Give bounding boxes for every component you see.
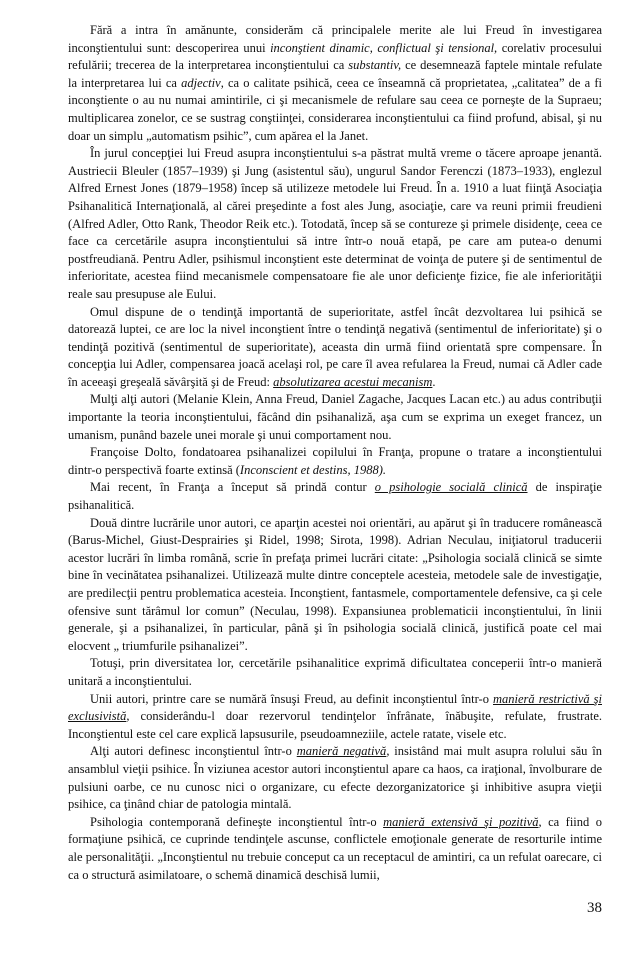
text-run: Omul dispune de o tendinţă importantă de superioritate, astfel încât dezvoltarea lui psihică se datorează luptei, ce are loc la nivel inconştient între o tendinţă negativă (sentimentul de inferioritate) şi o tendinţă pozitivă (sentimentul de superioritate), aceasta din urmă fiind orientată spre compensare. În concepţia lui Adler, compensarea joacă acelaşi rol, pe care îl avea refularea la Freud, numai că Adler cade în aceeaşi greşeală săvârşită şi de Freud: [68,304,602,389]
text-run: , ca o calitate psihică, ceea ce înseamnă că proprietatea, „calitatea” de a fi inconştiente o au nu numai amintirile, ci şi mecanismele de refulare sau ceea ce porneşte de la Supraeu; multiplicarea zonelor, ce se sustrag conştiinţei, considerarea inconştientului ca fiind profund, abisal, şi nu doar un simplu „automatism psihic”, cum apărea el la Janet. [68,75,602,143]
emphasis-text: manieră restrictivă şi exclusivistă [68,691,602,724]
text-run: Psihologia contemporană defineşte inconştientul într-o [90,814,384,829]
paragraph-5 [68,444,602,479]
paragraph-9 [68,691,602,744]
text-run: . [432,374,436,389]
text-run: de inspiraţie psihanalitică. [68,480,602,513]
emphasis-text: manieră extensivă şi pozitivă [383,814,539,829]
text-run: corelativ procesului refulării; trecerea de la interpretarea inconştientului ca [68,40,603,73]
text-run: , insistând mai mult asupra rolului său în ansamblul vieţii psihice. În viziunea acestor autori inconştientul apare ca haos, ca iraţional, învolburare de pulsiuni oarbe, ce nu cunosc nici o organizare, cu efecte dezorganizatorice şi inhibitive asupra vieţii psihice, ca ţinând chiar de patologia mintală. [68,744,603,812]
text-run: Totuşi, prin diversitatea lor, cercetările psihanalitice exprimă dificultatea conceperii într-o manieră unitară a inconştientului. [68,656,602,688]
text-run: În jurul concepţiei lui Freud asupra inconştientului s-a păstrat multă vreme o tăcere aproape jenantă. Austriecii Bleuler (1857–1939) şi Jung (asistentul său), ungurul Sandor Ferenczi (1873–1933), englezul Alfred Ernest Jones (1879–1958) încep să utilizeze metodele lui Freud. În a. 1910 a luat fiinţă Asociaţia Psihanalitică Internaţională, al cărei preşedinte a fost ales Jung, asociaţie, care va reuni primii freudieni (Alfred Adler, Otto Rank, Theodor Reik etc.). Totodată, încep să se contureze şi primele disidenţe, ceea ce face ca cercetările asupra inconştientului să intre într-o nouă etapă, pe care am putea-o denumi postfreudiană. Pentru Adler, psihismul inconştient este determinat de voinţa de putere şi de sentimentul de inferioritate, acestea fiind mecanismele compensatoare fie ale unor deficienţe fizice, fie ale inferiorităţii reale sau presupuse ale Eului. [68,146,602,301]
text-run: Unii autori, printre care se numără însuşi Freud, au definit inconştientul într-o [90,691,493,706]
text-run: Fără a intra în amănunte, considerăm că principalele merite ale lui Freud în investigarea inconştientului sunt: descoperirea unui [68,23,602,55]
paragraph-10 [68,743,602,813]
emphasis-text: substantiv, [348,58,402,73]
text-run: Două dintre lucrările unor autori, ce aparţin acestei noi orientări, au apărut şi în traducere românească (Barus-Michel, Giust-Desprairies şi Ridel, 1998; Sirota, 1998). Adrian Neculau, iniţiatorul traducerii acestor lucrări în limba română, scrie în prefaţa primei lucrări citate: „Psihologia socială clinică se simte bine în vecinătatea psihanalizei. Utilizează multe dintre conceptele acesteia, metodele sale de investigaţie, are predilecţii pentru problematica acesteia. Inconştient, fantasmele, comportamentele defensive, ca şi cele ofensive sunt tărâmul lor comun” (Neculau, 1998). Expansiunea problematicii inconştientului, în linii generale, şi a psihanalizei, în particular, până şi în psihologia socială clinică, justifică poate cel mai elocvent „ triumfurile psihanalizei”. [68,515,602,653]
paragraph-2 [68,145,602,303]
paragraph-4 [68,391,602,444]
text-run: Alţi autori definesc inconştientul într-o [90,744,297,759]
emphasis-text: absolutizarea acestui mecanism [273,374,433,389]
paragraph-1 [68,22,602,145]
text-run: Mulţi alţi autori (Melanie Klein, Anna Freud, Daniel Zagache, Jacques Lacan etc.) au adus contribuţii importante la teoria inconştientului, făcând din psihanaliză, aşa cum se exprima un exeget francez, un umanism, punând bazele unei morale şi unui comportament nou. [68,392,602,442]
paragraph-3 [68,304,602,392]
page-number: 38 [587,900,602,916]
text-run: , ca fiind o formaţiune psihică, ce cuprinde tendinţele ascunse, conflictele emoţionale generate de resorturile intime ale personalităţii. „Inconştientul nu trebuie conceput ca un receptacul de amintiri, ca un refulat oarecare, ci ca o structură asimilatoare, o schemă dinamică deschisă lumii, [68,814,602,882]
emphasis-text: manieră negativă [296,744,387,759]
paragraph-6 [68,479,602,514]
text-run: Mai recent, în Franţa a început să prindă contur [90,480,375,495]
emphasis-text: inconştient dinamic, conflictual şi tensional, [270,40,498,55]
text-run: , considerându-l doar rezervorul tendinţelor înfrânate, înăbuşite, refulate, frustrate. Inconştientul este cel care explică lapsusurile, pseudoamneziile, actele ratate, visele etc. [68,709,602,741]
paragraph-11 [68,814,602,884]
paragraph-7 [68,515,602,656]
page-body [68,22,602,884]
text-run: ce desemnează faptele mintale refulate la interpretarea lui ca [68,58,602,90]
paragraph-8 [68,655,602,690]
emphasis-text: o psihologie socială clinică [374,480,528,495]
emphasis-text: adjectiv [181,75,221,90]
text-run: Françoise Dolto, fondatoarea psihanalizei copilului în Franţa, propune o tratare a inconştientului dintr-o perspectivă foarte extinsă ( [68,445,602,477]
emphasis-text: Inconscient et destins, 1988). [239,462,387,477]
